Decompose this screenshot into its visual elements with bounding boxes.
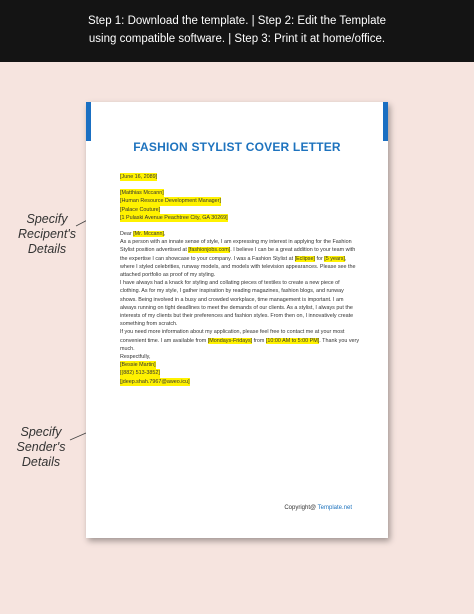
letter-date: [June 16, 2089] xyxy=(120,174,158,180)
sender-phone: [(882) 513-3852] xyxy=(120,370,160,377)
sender-block xyxy=(120,361,360,386)
years-experience: [5 years] xyxy=(324,255,345,262)
p1-text-c: for xyxy=(314,255,325,262)
paragraph-style: I have always had a knack for styling and collating pieces of textiles to create a new piece of clothing. As for my style, I gather inspiration by reading magazines, fashion blogs, and runway shows. Being involved in a busy and crowded workplace, time management is important. I am always running on tight deadlines to meet the demands of our clients. As a stylist, I always put the interests of my clients but their preferences and fashion styles. From then on, I innovatively create something from scratch. xyxy=(120,280,354,328)
p1-text-a: As a person with an innate sense of style, I am expressing my interest in applying for the Fashion Stylist position advertised at xyxy=(120,239,352,254)
sender-callout-line-2: Sender's xyxy=(16,440,66,454)
recipient-callout-line-1: Specify xyxy=(26,212,68,226)
document-title: FASHION STYLIST COVER LETTER xyxy=(133,140,341,154)
banner-line-1: Step 1: Download the template. | Step 2: Edit the Template xyxy=(87,15,387,27)
sender-callout-line-1: Specify xyxy=(20,425,62,439)
p3-text-b: from xyxy=(252,337,266,344)
copyright-prefix: Copyright@ xyxy=(284,505,318,511)
recipient-block xyxy=(120,189,360,222)
right-accent-bar xyxy=(383,102,388,141)
template-brand-link[interactable]: Template.net xyxy=(317,505,352,511)
p3-text-c: . Thank you very much. xyxy=(120,337,360,352)
recipient-callout xyxy=(14,212,80,257)
recipient-callout-line-3: Details xyxy=(27,242,67,256)
recipient-company: [Palace Couture] xyxy=(120,206,161,213)
p1-text-d: , where I styled celebrities, runway models, and models with television appearances. Please see the attached portfolio as proof of my styling. xyxy=(120,255,356,279)
salutation xyxy=(120,230,360,238)
closing: Respectfully, xyxy=(120,354,151,361)
available-days: [Mondays-Fridays] xyxy=(207,337,253,344)
recipient-name: [Matthias Mccann] xyxy=(120,190,164,197)
recipient-title: [Human Resource Development Manager] xyxy=(120,198,221,205)
letter-body xyxy=(120,173,360,386)
copyright-footer xyxy=(284,505,352,511)
recipient-callout-line-2: Recipent's xyxy=(18,227,76,241)
previous-company: [Eclipse] xyxy=(294,255,315,262)
paragraph-contact xyxy=(120,328,360,353)
p1-text-b: . I believe I can be a great addition to your team with the expertise I can showcase to your company. I was a Fashion Stylist at xyxy=(120,247,356,262)
date-block xyxy=(120,173,360,181)
banner-line-2: using compatible software. | Step 3: Print it at home/office. xyxy=(88,33,386,45)
letter-page xyxy=(86,102,388,538)
sender-callout xyxy=(8,425,74,470)
sender-email: [jdeep.shah.7967@aweo.icu] xyxy=(120,378,190,385)
sender-callout-line-3: Details xyxy=(21,455,61,469)
p3-text-a: If you need more information about my application, please feel free to contact me at your most convenient time. I am available from xyxy=(120,329,345,344)
available-hours: [10:00 AM to 5:00 PM] xyxy=(265,337,320,344)
salutation-name: [Mr. Mccann] xyxy=(133,231,165,238)
sender-name: [Bessie Martin] xyxy=(120,362,156,369)
salutation-prefix: Dear xyxy=(120,231,134,238)
recipient-address: [1 Pulaski Avenue Peachtree City, GA 30269] xyxy=(120,214,228,221)
salutation-suffix: , xyxy=(164,231,166,238)
job-site: [fashionjobs.com] xyxy=(188,247,231,254)
left-accent-bar xyxy=(86,102,91,141)
paragraph-intro xyxy=(120,238,360,279)
